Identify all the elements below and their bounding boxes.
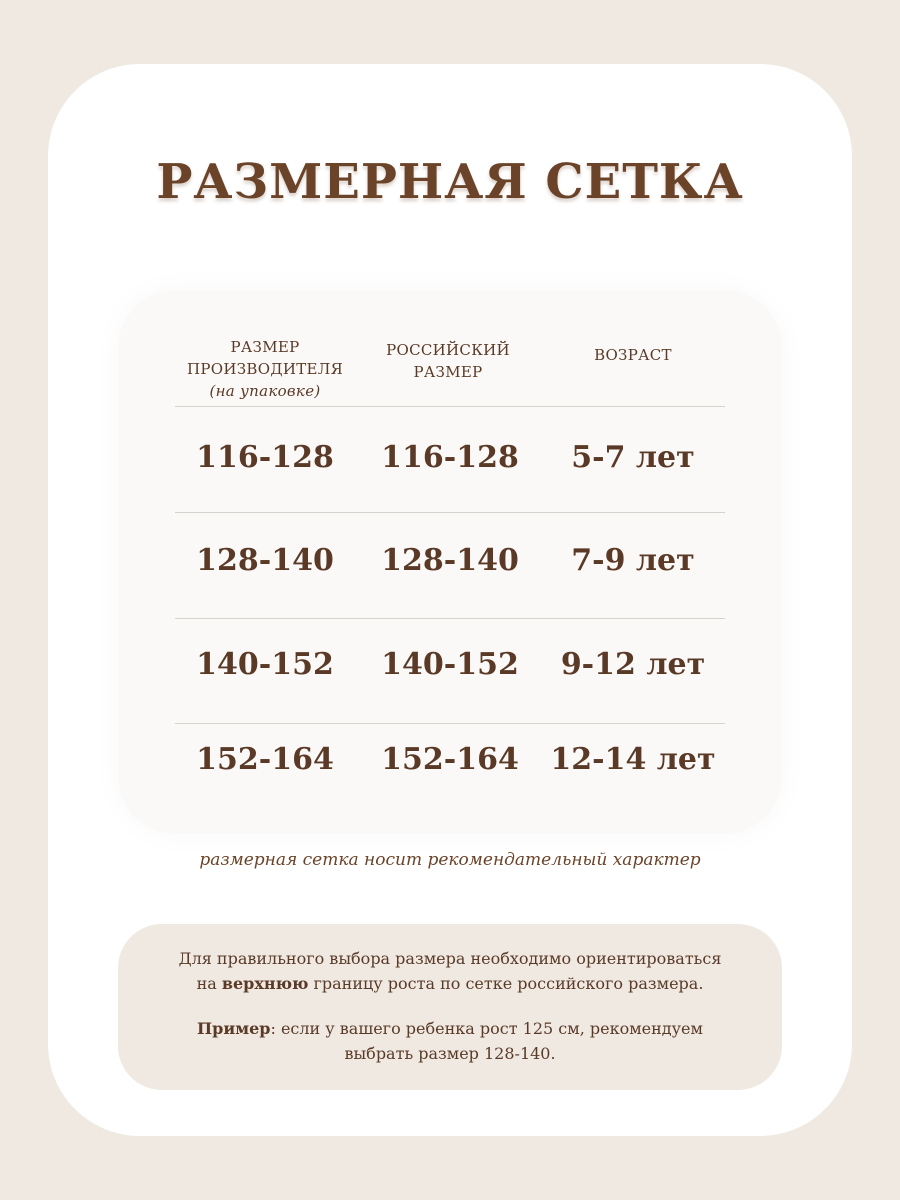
info-line-1: Для правильного выбора размера необходимо ориентироваться <box>178 949 722 968</box>
row-1-russian-size: 116-128 <box>381 440 519 475</box>
row-2-russian-size: 128-140 <box>381 543 519 578</box>
header-age: ВОЗРАСТ <box>594 346 672 364</box>
header-russian-line1: РОССИЙСКИЙ <box>386 341 510 359</box>
row-divider <box>175 406 725 407</box>
header-manufacturer-size <box>175 336 355 402</box>
info-line-4: выбрать размер 128-140. <box>344 1044 556 1063</box>
info-line-3 <box>0 1019 900 1038</box>
recommendation-note: размерная сетка носит рекомендательный характер <box>199 850 701 870</box>
row-1-maker-size: 116-128 <box>196 440 334 475</box>
row-divider <box>175 618 725 619</box>
info-line-2-bold: верхнюю <box>221 974 309 993</box>
row-4-age: 12-14 лет <box>550 742 716 777</box>
header-manufacturer-sub: (на упаковке) <box>209 382 321 400</box>
header-russian-size <box>363 339 533 383</box>
row-4-russian-size: 152-164 <box>381 742 519 777</box>
row-2-maker-size: 128-140 <box>196 543 334 578</box>
info-example-label: Пример <box>197 1019 271 1038</box>
row-3-maker-size: 140-152 <box>196 647 334 682</box>
info-line-2 <box>0 974 900 993</box>
header-manufacturer-line1: РАЗМЕР <box>230 338 300 356</box>
row-1-age: 5-7 лет <box>571 440 695 475</box>
info-line-2-pre: на <box>196 974 222 993</box>
page-title: РАЗМЕРНАЯ СЕТКА <box>156 154 744 210</box>
row-2-age: 7-9 лет <box>571 543 695 578</box>
row-divider <box>175 723 725 724</box>
row-3-russian-size: 140-152 <box>381 647 519 682</box>
header-russian-line2: РАЗМЕР <box>413 363 483 381</box>
header-manufacturer-line2: ПРОИЗВОДИТЕЛЯ <box>187 360 343 378</box>
row-divider <box>175 512 725 513</box>
row-3-age: 9-12 лет <box>560 647 706 682</box>
info-line-2-post: границу роста по сетке российского размера. <box>308 974 704 993</box>
info-line-3-post: : если у вашего ребенка рост 125 см, рекомендуем <box>270 1019 703 1038</box>
row-4-maker-size: 152-164 <box>196 742 334 777</box>
